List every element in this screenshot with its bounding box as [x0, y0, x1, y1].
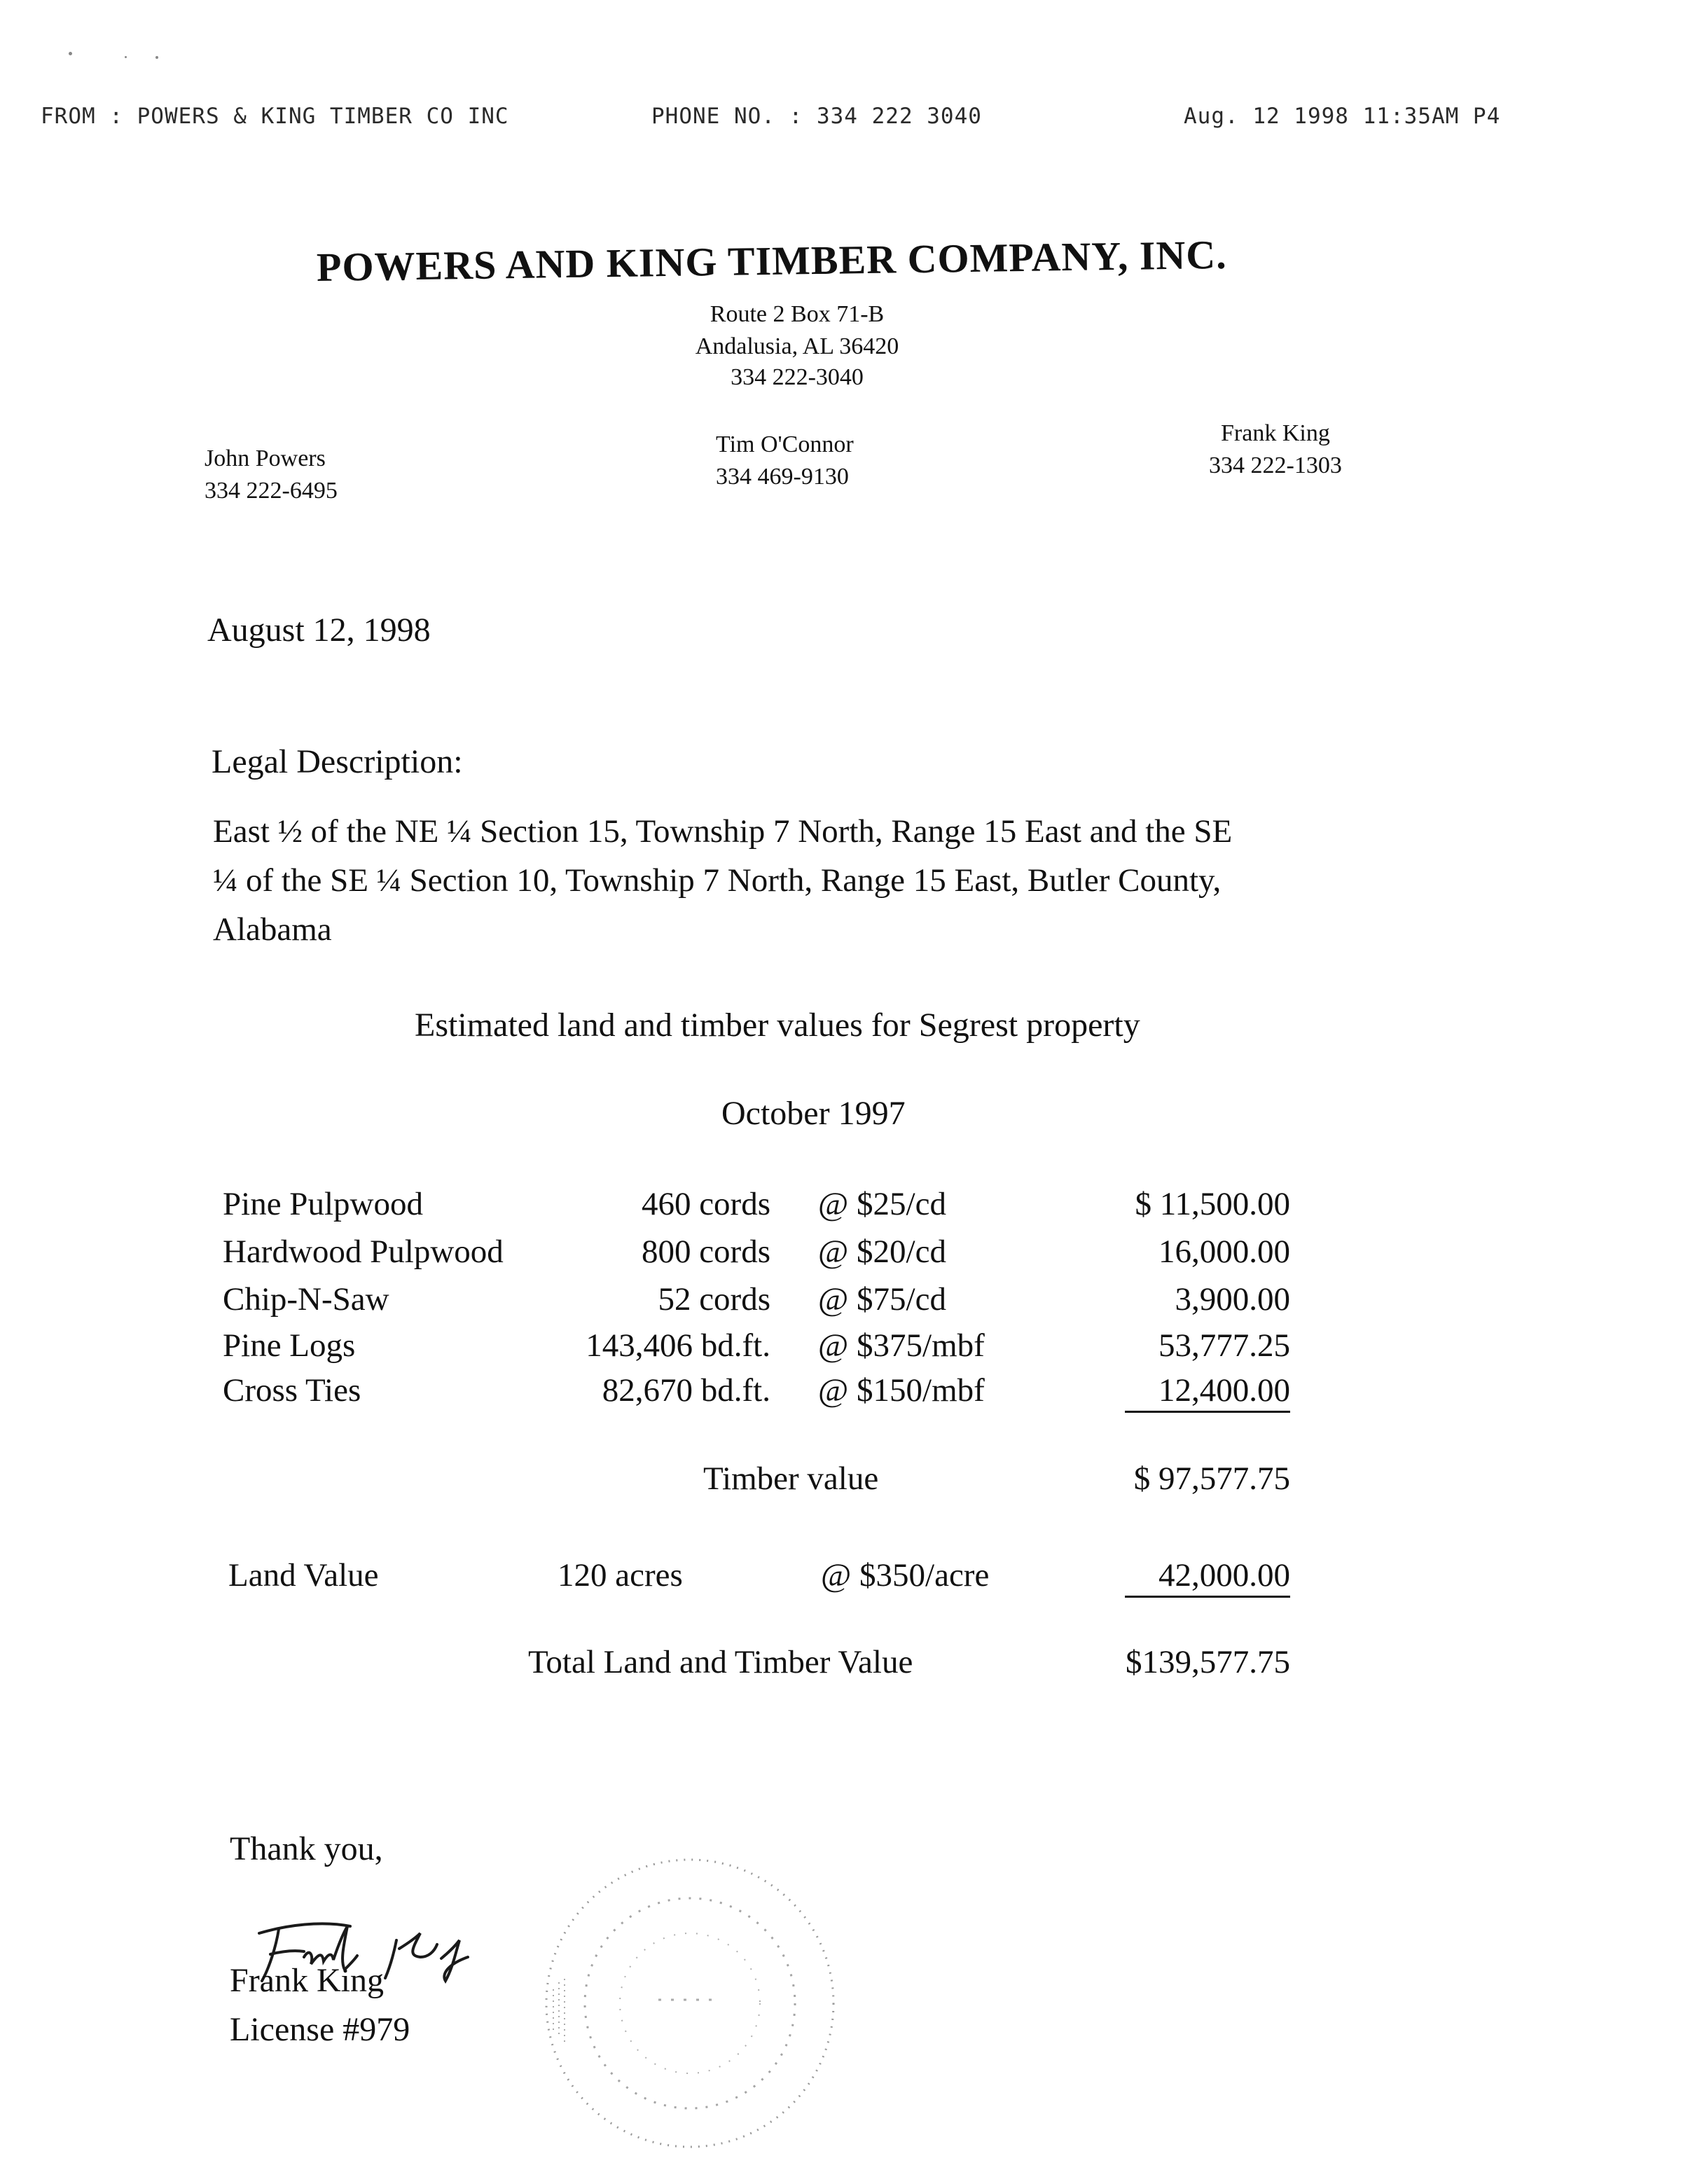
speck	[69, 52, 72, 55]
legal-description	[213, 807, 1232, 954]
fax-from: FROM : POWERS & KING TIMBER CO INC	[41, 104, 509, 129]
timber-total-amount: $ 97,577.75	[1133, 1460, 1290, 1497]
signer-name: Frank King	[230, 1962, 384, 1999]
land-label: Land Value	[228, 1557, 379, 1594]
timber-total-row	[0, 1460, 1681, 1506]
contact-john-powers	[205, 443, 338, 507]
signer-license: License #979	[230, 2011, 410, 2048]
item-name: Pine Pulpwood	[223, 1186, 423, 1222]
company-name: POWERS AND KING TIMBER COMPANY, INC.	[316, 231, 1228, 290]
letter-date: August 12, 1998	[207, 611, 431, 649]
estimate-title: Estimated land and timber values for Segrest property	[415, 1007, 1140, 1044]
fax-date: Aug. 12 1998 11:35AM P4	[1184, 104, 1501, 129]
contact-phone: 334 222-6495	[205, 478, 338, 504]
contact-phone: 334 469-9130	[716, 464, 849, 490]
fax-phone: PHONE NO. : 334 222 3040	[651, 104, 982, 129]
land-row	[0, 1556, 1681, 1603]
land-rate: @ $350/acre	[821, 1557, 990, 1594]
item-qty: 82,670 bd.ft.	[602, 1372, 770, 1409]
item-rate: @ $20/cd	[818, 1233, 946, 1270]
legal-line: ¼ of the SE ¼ Section 10, Township 7 North, Range 15 East, Butler County,	[213, 862, 1222, 899]
item-rate: @ $375/mbf	[818, 1327, 985, 1364]
item-amount: 16,000.00	[1158, 1233, 1290, 1270]
item-rate: @ $25/cd	[818, 1186, 946, 1222]
legal-heading: Legal Description:	[212, 743, 463, 780]
legal-line: Alabama	[213, 911, 332, 948]
closing-thanks: Thank you,	[230, 1830, 383, 1867]
item-amount: 3,900.00	[1175, 1281, 1290, 1318]
contact-tim-oconnor	[716, 429, 854, 493]
item-amount: $ 11,500.00	[1135, 1186, 1290, 1222]
item-name: Pine Logs	[223, 1327, 356, 1364]
timber-total-label: Timber value	[703, 1460, 879, 1497]
item-amount: 53,777.25	[1158, 1327, 1290, 1364]
address-line2: Andalusia, AL 36420	[695, 333, 899, 359]
signature-text: Frank King	[245, 1905, 249, 1906]
item-qty: 143,406 bd.ft.	[586, 1327, 770, 1364]
grand-total-row	[0, 1643, 1681, 1689]
item-rate: @ $150/mbf	[818, 1372, 985, 1409]
grand-total-label: Total Land and Timber Value	[528, 1644, 913, 1680]
item-name: Hardwood Pulpwood	[223, 1233, 504, 1270]
table-row	[0, 1371, 1681, 1418]
item-name: Chip-N-Saw	[223, 1281, 389, 1318]
item-amount: 12,400.00	[1125, 1371, 1290, 1413]
company-phone: 334 222-3040	[731, 364, 864, 390]
embossed-seal	[532, 1849, 848, 2157]
item-qty: 800 cords	[641, 1233, 770, 1270]
item-qty: 460 cords	[641, 1186, 770, 1222]
estimate-date: October 1997	[721, 1095, 906, 1132]
table-row	[0, 1280, 1681, 1327]
grand-total-amount: $139,577.75	[1126, 1644, 1290, 1680]
item-name: Cross Ties	[223, 1372, 361, 1409]
land-amount: 42,000.00	[1125, 1556, 1290, 1598]
speck	[125, 56, 127, 58]
item-rate: @ $75/cd	[818, 1281, 946, 1318]
table-row	[0, 1327, 1681, 1373]
contact-name: Frank King	[1221, 420, 1330, 446]
contact-frank-king	[1209, 417, 1342, 482]
land-qty: 120 acres	[558, 1557, 683, 1594]
table-row	[0, 1185, 1681, 1231]
speck	[155, 56, 158, 59]
address-line1: Route 2 Box 71-B	[710, 301, 885, 327]
legal-line: East ½ of the NE ¼ Section 15, Township 7 North, Range 15 East and the SE	[213, 813, 1233, 850]
contact-name: Tim O'Connor	[716, 431, 854, 457]
contact-name: John Powers	[205, 445, 326, 471]
table-row	[0, 1233, 1681, 1279]
item-qty: 52 cords	[658, 1281, 770, 1318]
contact-phone: 334 222-1303	[1209, 452, 1342, 478]
